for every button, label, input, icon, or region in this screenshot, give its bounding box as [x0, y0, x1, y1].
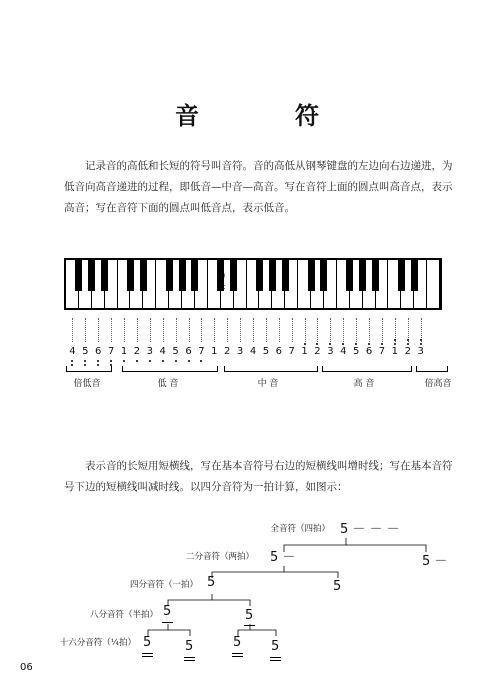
octave-dot [110, 360, 112, 362]
sixteenth-note-2: 5 [185, 639, 194, 654]
middle-c-mark: 中央 [217, 272, 226, 290]
white-key [427, 260, 440, 308]
note-number: 6 [275, 346, 282, 357]
black-key [359, 260, 366, 291]
whole-note: 5 － － － [340, 522, 400, 537]
bracket-lowest [66, 366, 112, 372]
note-number: 2 [314, 346, 321, 357]
black-key [282, 260, 289, 291]
octave-dot [84, 360, 86, 362]
sixteenth-underline-3a [232, 653, 243, 654]
octave-dot [407, 339, 409, 341]
key-guide-line [253, 318, 254, 342]
label-quarter-note: 四分音符（一拍） [129, 580, 198, 590]
register-label-middle: 中 音 [257, 379, 279, 389]
note-number: 5 [352, 346, 360, 357]
octave-dot [342, 343, 344, 345]
note-number: 2 [224, 346, 231, 357]
black-key [179, 260, 186, 291]
sixteenth-note-1: 5 [143, 635, 152, 650]
page-number: 06 [20, 662, 33, 673]
octave-dot [420, 343, 422, 345]
eighth-note-2: 5 [245, 608, 254, 623]
octave-dot [420, 339, 422, 341]
key-guide-line [317, 318, 318, 342]
note-number: 5 [262, 346, 270, 357]
black-key [166, 260, 173, 291]
note-number: 7 [107, 346, 115, 357]
note-number: 3 [146, 346, 153, 357]
register-label-highest: 倍高音 [424, 379, 452, 389]
key-guide-line [111, 318, 112, 342]
note-number: 6 [95, 346, 102, 357]
octave-dot [316, 343, 318, 345]
key-guide-line [72, 318, 73, 342]
sixteenth-underline-2a [184, 657, 195, 658]
quarter-note-1: 5 [207, 575, 216, 590]
octave-dot [355, 343, 357, 345]
octave-dot [97, 360, 99, 362]
quarter-note-2: 5 [333, 579, 342, 594]
black-key [75, 260, 82, 291]
octave-dot [136, 360, 138, 362]
intro-text: 记录音的高低和长短的符号叫音符。音的高低从钢琴键盘的左边向右边递进，为低音向高音递进的过程，即低音—中音—高音。写在音符上面的圆点叫高音点，表示高音；写在音符下面的圆点叫低音点，表示低音。 [64, 160, 453, 214]
note-number: 3 [327, 346, 334, 357]
note-number: 2 [404, 346, 411, 357]
note-number: 5 [82, 346, 89, 357]
key-guide-line [330, 318, 331, 342]
bracket-high [322, 366, 412, 372]
key-guide-line [98, 318, 99, 342]
key-guide-line [369, 318, 370, 342]
duration-text: 表示音的长短用短横线，写在基本音符号右边的短横线叫增时线；写在基本音符号下边的短横线叫减时线。以四分音符为一拍计算，如图示： [64, 460, 453, 493]
key-guide-line [227, 318, 228, 342]
octave-dot [162, 360, 164, 362]
octave-dot [304, 343, 306, 345]
black-key [140, 260, 147, 291]
half-note-2: 5 － [422, 554, 448, 569]
intro-paragraph [64, 156, 460, 219]
black-key [88, 260, 95, 291]
note-number: 3 [417, 346, 424, 357]
bracket-low [122, 366, 218, 372]
note-number: 7 [198, 346, 205, 357]
key-guide-line [266, 318, 267, 342]
bracket-middle [224, 366, 318, 372]
black-key [269, 260, 276, 291]
note-number: 1 [301, 346, 308, 357]
key-guide-line [163, 318, 164, 342]
note-number: 1 [120, 346, 128, 357]
sixteenth-underline-4b [270, 660, 281, 661]
octave-dot [368, 343, 370, 345]
note-number: 6 [365, 346, 373, 357]
octave-dot [71, 360, 73, 362]
sixteenth-underline-4a [270, 657, 281, 658]
black-key [127, 260, 134, 291]
sixteenth-underline-2b [184, 660, 195, 661]
note-number: 3 [236, 346, 244, 357]
key-guide-line [201, 318, 202, 342]
register-label-lowest: 倍低音 [73, 379, 101, 389]
note-number: 1 [211, 346, 218, 357]
black-key [308, 260, 315, 291]
key-guide-line [124, 318, 125, 342]
black-key [346, 260, 353, 291]
sixteenth-underline-3b [232, 656, 243, 657]
key-guide-line [382, 318, 383, 342]
half-note-1: 5 － [270, 550, 296, 565]
black-key [372, 260, 379, 291]
sixteenth-note-3: 5 [233, 635, 242, 650]
sixteenth-note-4: 5 [271, 639, 280, 654]
black-key [191, 260, 198, 291]
octave-dot [407, 343, 409, 345]
sixteenth-underline-1b [142, 656, 153, 657]
octave-dot [188, 360, 190, 362]
black-key [398, 260, 405, 291]
label-half-note: 二分音符（两拍） [185, 552, 254, 562]
note-number: 4 [69, 346, 76, 357]
page-title: 音 符 [175, 101, 355, 130]
octave-dot [200, 360, 202, 362]
key-guide-line [176, 318, 177, 342]
note-number: 1 [391, 346, 399, 357]
key-guide-line [343, 318, 344, 342]
octave-dot [394, 339, 396, 341]
key-guide-line [150, 318, 151, 342]
note-number: 4 [159, 346, 166, 357]
octave-dot [394, 343, 396, 345]
key-guide-line [214, 318, 215, 342]
note-number: 7 [378, 346, 386, 357]
note-number: 5 [172, 346, 179, 357]
note-number: 7 [288, 346, 295, 357]
black-key [230, 260, 237, 291]
sixteenth-underline-1a [142, 653, 153, 654]
note-number: 6 [185, 346, 192, 357]
key-guide-line [137, 318, 138, 342]
octave-dot [329, 343, 331, 345]
register-label-high: 高 音 [353, 379, 375, 389]
note-number: 4 [340, 346, 347, 357]
label-whole-note: 全音符（四拍） [270, 524, 330, 534]
black-key [411, 260, 418, 291]
bracket-highest [416, 366, 448, 372]
octave-dot [381, 343, 383, 345]
note-number: 4 [249, 346, 257, 357]
black-key [256, 260, 263, 291]
note-number: 2 [133, 346, 141, 357]
label-sixteenth-note: 十六分音符（¼拍） [59, 638, 136, 648]
key-guide-line [189, 318, 190, 342]
register-label-low: 低 音 [157, 379, 179, 389]
key-guide-line [305, 318, 306, 342]
key-guide-line [279, 318, 280, 342]
eighth-underline-2 [244, 625, 255, 626]
key-guide-line [240, 318, 241, 342]
eighth-underline-1 [162, 622, 173, 623]
black-key [101, 260, 108, 291]
key-guide-line [85, 318, 86, 342]
key-guide-line [356, 318, 357, 342]
octave-dot [149, 360, 151, 362]
key-guide-line [292, 318, 293, 342]
eighth-note-1: 5 [163, 604, 172, 619]
label-eighth-note: 八分音符（半拍） [89, 610, 158, 620]
octave-dot [123, 360, 125, 362]
piano-keyboard [64, 258, 442, 310]
duration-paragraph [64, 456, 460, 498]
black-key [320, 260, 327, 291]
octave-dot [175, 360, 177, 362]
